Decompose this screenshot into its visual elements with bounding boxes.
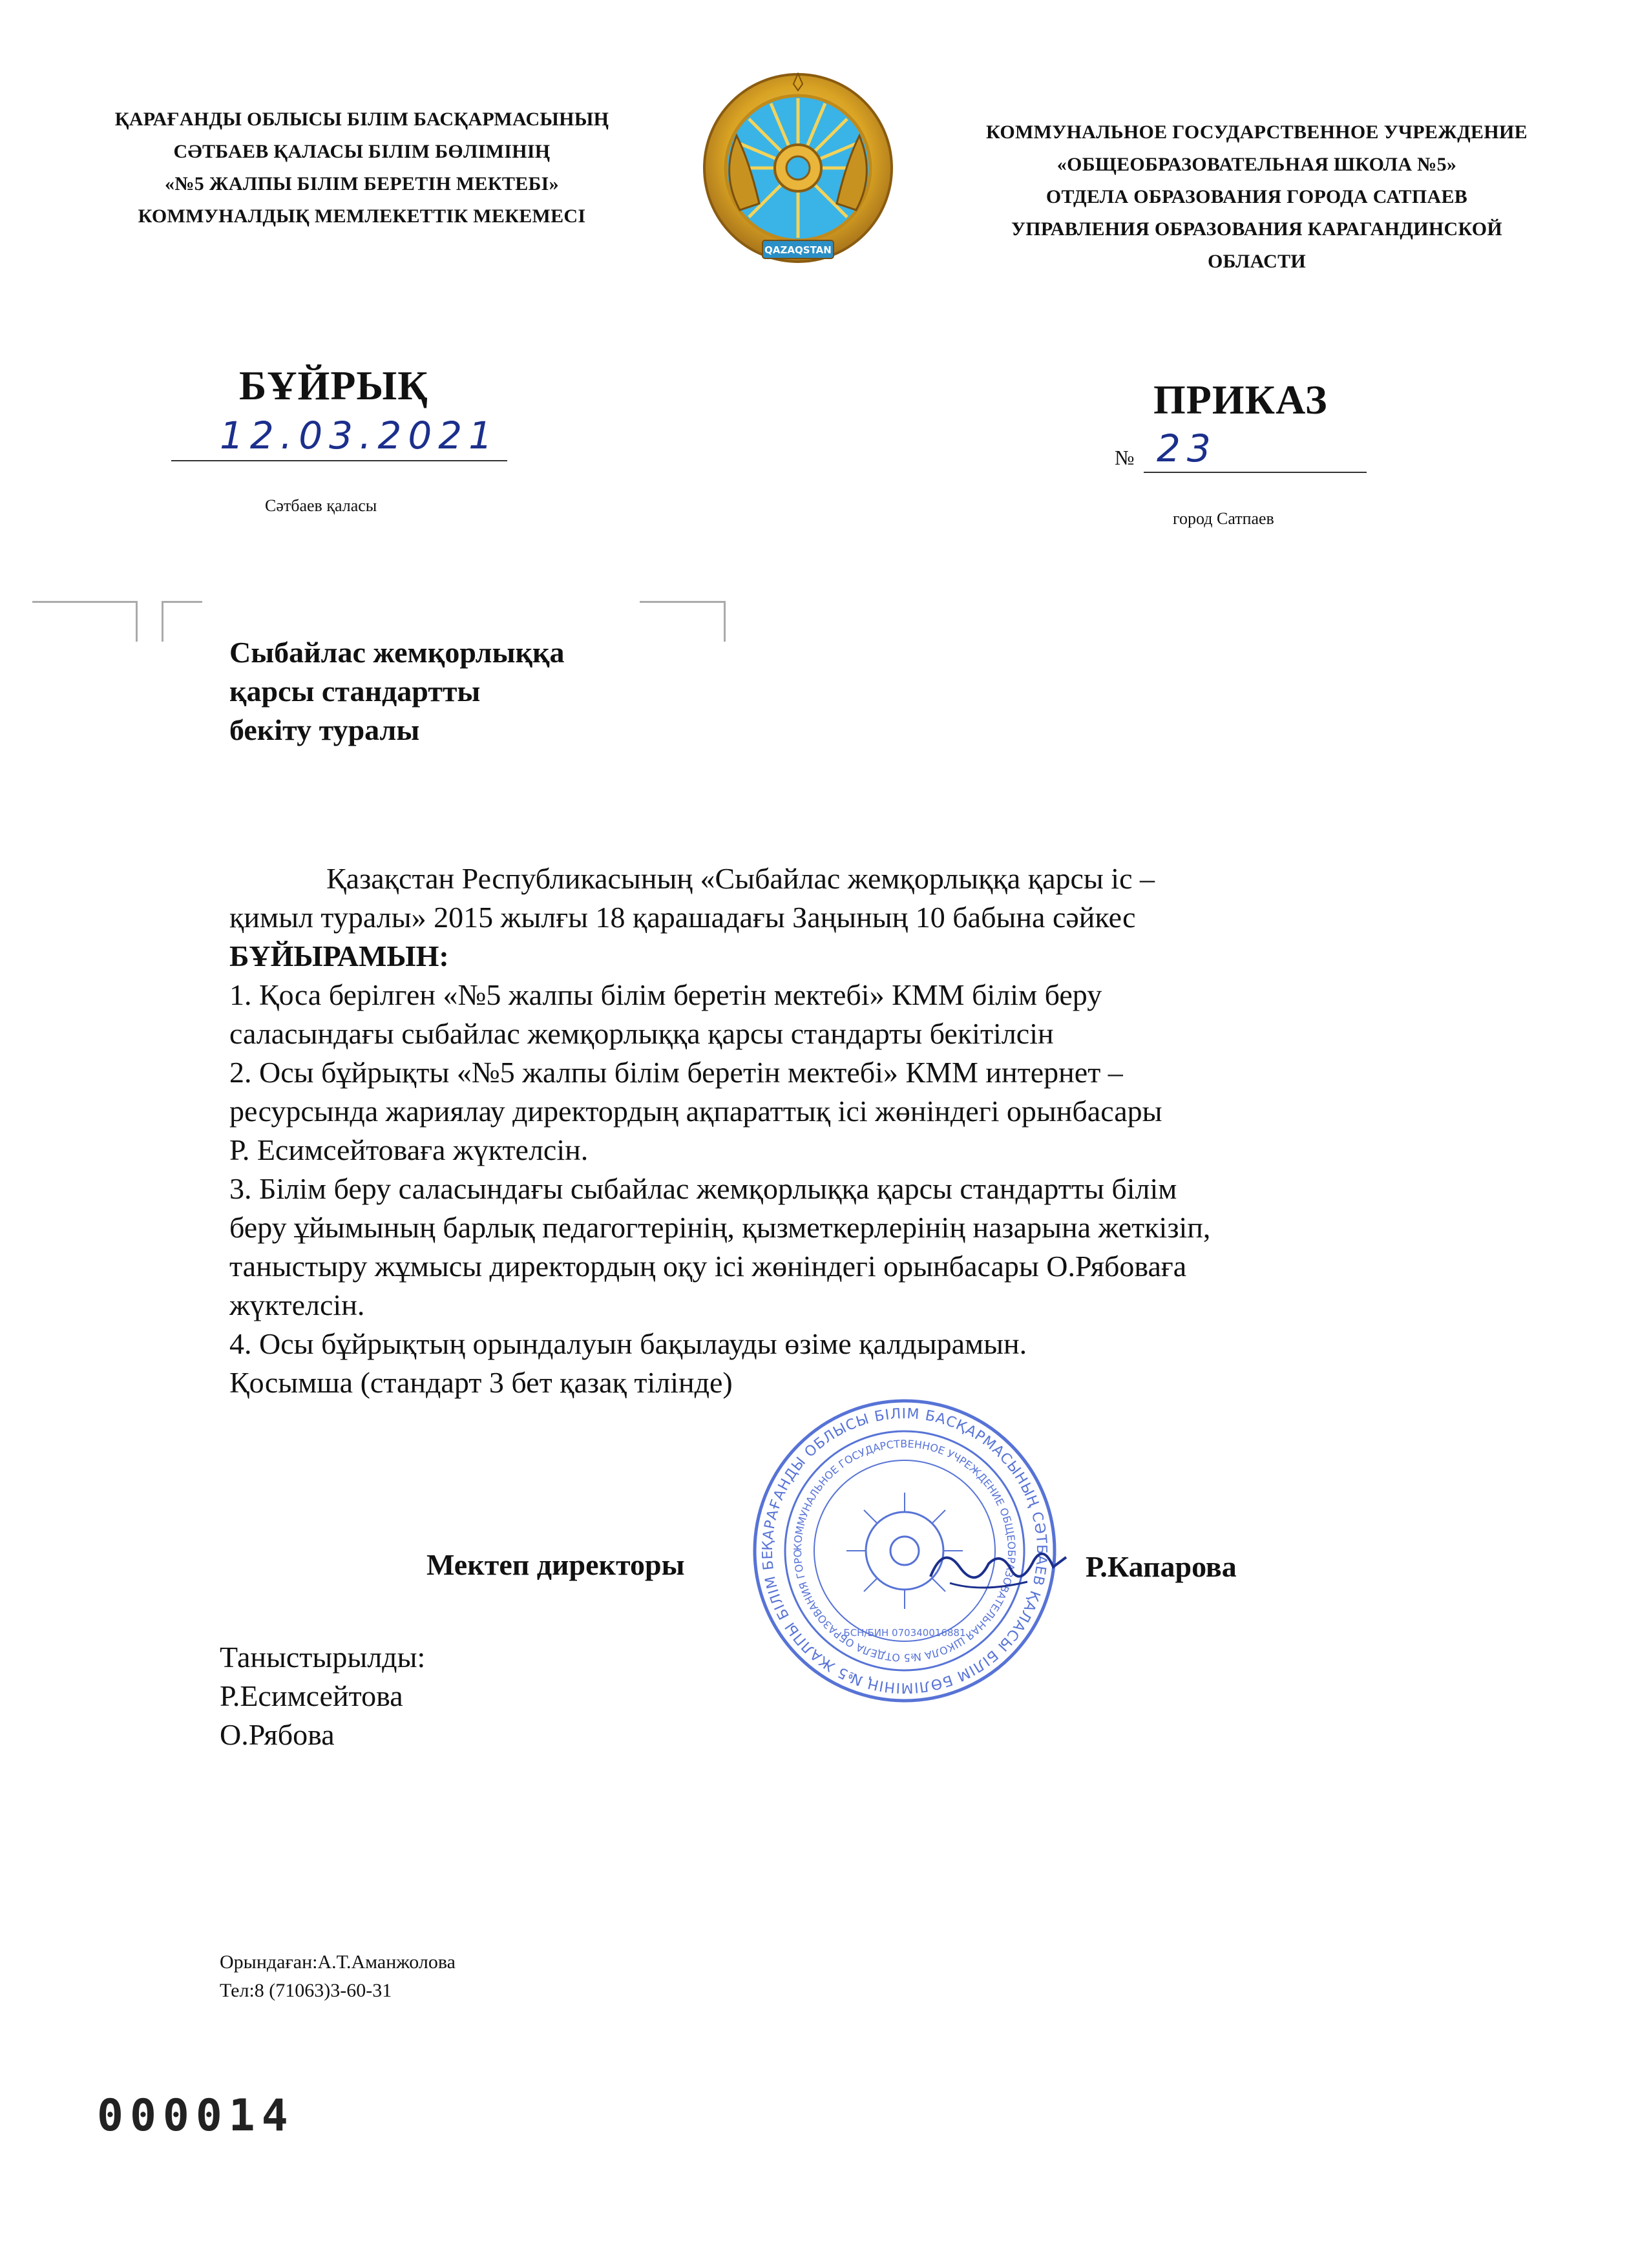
header-ru-line: ОБЛАСТИ [1207, 251, 1307, 272]
body-item-line: беру ұйымының барлық педагогтерінің, қызметкерлерінің назарына жеткізіп, [229, 1211, 1211, 1244]
body-item-line: 1. Қоса берілген «№5 жалпы білім беретін мектебі» КММ білім беру [229, 978, 1102, 1011]
header-kz-line: КОММУНАЛДЫҚ МЕМЛЕКЕТТІК МЕКЕМЕСІ [138, 205, 586, 227]
acquainted-name: Р.Есимсейтова [220, 1679, 403, 1712]
order-title-ru: ПРИКАЗ [1153, 377, 1328, 423]
order-number-prefix: № [1115, 446, 1135, 469]
header-ru-line: КОММУНАЛЬНОЕ ГОСУДАРСТВЕННОЕ УЧРЕЖДЕНИЕ [986, 121, 1528, 143]
body-item-line: жүктелсін. [229, 1288, 365, 1321]
body-item-line: таныстыру жұмысы директордың оқу ісі жөніндегі орынбасары О.Рябоваға [229, 1250, 1187, 1283]
order-date: 12.03.2021 [220, 414, 499, 457]
city-ru: город Сатпаев [1173, 509, 1274, 528]
body-item-line: 3. Білім беру саласындағы сыбайлас жемқорлыққа қарсы стандартты білім [229, 1172, 1177, 1205]
handwritten-signature [924, 1531, 1073, 1602]
body-item-line: саласындағы сыбайлас жемқорлыққа қарсы стандарты бекітілсін [229, 1017, 1054, 1050]
order-date-line [171, 460, 507, 461]
body-item-line: Р. Есимсейтоваға жүктелсін. [229, 1133, 589, 1166]
order-title-kz: БҰЙРЫҚ [239, 362, 428, 408]
stamp-inner-text: КОММУНАЛЬНОЕ ГОСУДАРСТВЕННОЕ УЧРЕЖДЕНИЕ ОБЩЕОБРАЗОВАТЕЛЬНАЯ ШКОЛА №5 ОТДЕЛА ОБРАЗОВАНИЯ ГОРО [791, 1437, 1018, 1664]
stamp-outer-text: ҚАРАҒАНДЫ ОБЛЫСЫ БІЛІМ БАСҚАРМАСЫНЫҢ СӘТБАЕВ ҚАЛАСЫ БІЛІМ БӨЛІМІНІҢ №5 ЖАЛПЫ БІЛІМ БЕ [759, 1405, 1050, 1696]
header-kz-line: «№5 ЖАЛПЫ БІЛІМ БЕРЕТІН МЕКТЕБІ» [165, 173, 559, 194]
order-subject [229, 633, 565, 750]
executor-name: Орындаған:А.Т.Аманжолова [220, 1951, 456, 1973]
subject-line: Сыбайлас жемқорлыққа [229, 636, 565, 669]
body-intro-line: қимыл туралы» 2015 жылғы 18 қарашадағы Заңының 10 бабына сәйкес [229, 901, 1136, 934]
corner-mark [162, 601, 202, 642]
header-ru-line: УПРАВЛЕНИЯ ОБРАЗОВАНИЯ КАРАГАНДИНСКОЙ [1011, 218, 1503, 240]
body-item-line: Қосымша (стандарт 3 бет қазақ тілінде) [229, 1366, 733, 1399]
city-kz: Сәтбаев қаласы [265, 496, 377, 515]
order-word: БҰЙЫРАМЫН: [229, 940, 449, 972]
order-number-line [1144, 472, 1367, 473]
emblem-label: QAZAQSTAN [764, 244, 832, 256]
header-kz-line: СӘТБАЕВ ҚАЛАСЫ БІЛІМ БӨЛІМІНІҢ [173, 141, 551, 162]
body-item-line: 2. Осы бұйрықты «№5 жалпы білім беретін мектебі» КММ интернет – [229, 1056, 1123, 1089]
signature-position: Мектеп директоры [426, 1548, 685, 1581]
acquainted-label: Таныстырылды: [220, 1641, 426, 1674]
registration-number: 000014 [97, 2090, 295, 2141]
header-kz [39, 103, 685, 233]
executor-block [220, 1948, 456, 2005]
body-intro-line: Қазақстан Республикасының «Сыбайлас жемқорлыққа қарсы іс – [326, 862, 1155, 895]
header-ru-line: ОТДЕЛА ОБРАЗОВАНИЯ ГОРОДА САТПАЕВ [1045, 186, 1468, 207]
signature-name: Р.Капарова [1086, 1550, 1237, 1583]
acquainted-block [220, 1638, 425, 1754]
header-ru-line: «ОБЩЕОБРАЗОВАТЕЛЬНАЯ ШКОЛА №5» [1056, 154, 1457, 175]
corner-mark [32, 601, 138, 642]
state-emblem-icon [701, 71, 895, 271]
subject-line: қарсы стандартты [229, 675, 481, 708]
corner-mark [640, 601, 726, 642]
header-kz-line: ҚАРАҒАНДЫ ОБЛЫСЫ БІЛІМ БАСҚАРМАСЫНЫҢ [114, 109, 609, 130]
body-item-line: 4. Осы бұйрықтың орындалуын бақылауды өзіме қалдырамын. [229, 1327, 1027, 1360]
order-number: 23 [1157, 426, 1217, 470]
body-item-line: ресурсында жариялау директордың ақпараттық ісі жөніндегі орынбасары [229, 1095, 1162, 1128]
subject-line: бекіту туралы [229, 713, 420, 746]
header-ru [895, 116, 1619, 278]
stamp-bin: БСН/БИН 070340016881 [843, 1627, 966, 1639]
order-body [229, 859, 1210, 1402]
acquainted-name: О.Рябова [220, 1718, 335, 1751]
executor-phone: Тел:8 (71063)3-60-31 [220, 1980, 392, 2001]
